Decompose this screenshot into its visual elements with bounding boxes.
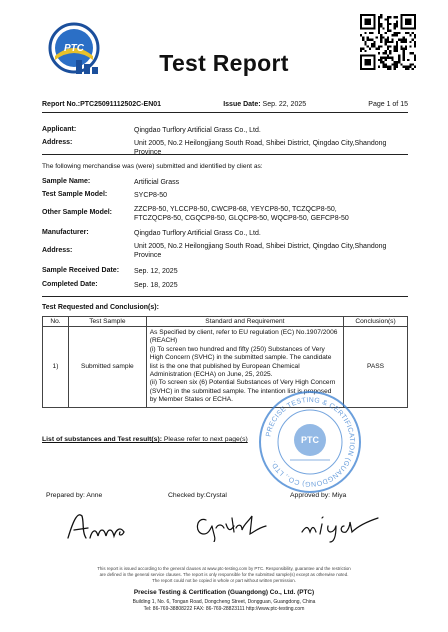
seal-ring-text: PRECISE TESTING & CERTIFICATION (GUANGDONG) CO., LTD. <box>265 396 356 488</box>
signature-miya <box>296 508 382 544</box>
cell-no: 1) <box>43 327 69 408</box>
footer-note-2: are defined in the general service clauses. The report is only responsible for the submitted sample(s) except as otherwise noted. <box>99 572 349 577</box>
cell-result: PASS <box>344 327 408 408</box>
manufacturer-value: Qingdao Turflory Artificial Grass Co., Ltd. <box>134 230 261 237</box>
logo-text: PTC <box>64 43 84 54</box>
report-meta-line <box>42 101 408 108</box>
divider <box>42 112 408 113</box>
sample-model-row <box>42 191 408 200</box>
list-title-text: List of substances and Test result(s): <box>42 436 162 443</box>
other-model-line-2: FTCZQCP8-50, CGQCP8-50, GLQCP8-50, WQCP8-50, GEFCP8-50 <box>134 215 349 222</box>
col-header-sample: Test Sample <box>68 317 146 327</box>
completed-date-row <box>42 281 408 290</box>
divider <box>42 154 408 155</box>
received-date-row <box>42 267 408 276</box>
signature-crystal <box>192 510 270 542</box>
other-model-value <box>134 205 408 223</box>
footer-note-1: This report is issued according to the general clauses at www.ptc-testing.com by PTC. Responsibility, guarantee and the restriction <box>97 566 351 571</box>
completed-date-label: Completed Date: <box>42 281 98 288</box>
cell-sample: Submitted sample <box>68 327 146 408</box>
applicant-value: Qingdao Turflory Artificial Grass Co., Ltd. <box>134 127 261 134</box>
issue-date: Sep. 22, 2025 <box>262 101 307 108</box>
other-model-line-1: ZZCP8-50, YLCCP8-50, CWCP8-68, YEYCP8-50, TCZQCP8-50, <box>134 206 337 213</box>
mfr-address-label: Address: <box>42 247 73 254</box>
seal-center-text: PTC <box>301 435 319 445</box>
list-title-rest: Please refer to next page(s) <box>161 436 248 443</box>
prepared-by: Prepared by: Anne <box>46 492 103 499</box>
mfr-address-value: Unit 2005, No.2 Heilongjiang South Road, Shibei District, Qingdao City,Shandong Province <box>134 243 387 259</box>
applicant-row <box>42 126 408 135</box>
applicant-label: Applicant: <box>42 126 77 133</box>
issue-date-label: Issue Date: <box>223 101 261 108</box>
substances-list-title <box>42 436 248 443</box>
conclusion-section-title: Test Requested and Conclusion(s): <box>42 304 159 311</box>
sample-name-value: Artificial Grass <box>134 179 180 186</box>
footer-address: Building 1, No. 6, Tongan Road, Dongcheng Street, Dongguan, Guangdong, China <box>132 599 316 605</box>
completed-date-value: Sep. 18, 2025 <box>134 282 178 289</box>
manufacturer-address-row <box>42 242 408 260</box>
other-model-row <box>42 205 408 223</box>
cell-requirement: As Specified by client, refer to EU regulation (EC) No.1907/2006 (REACH) (i) To screen two hundred and fifty (250) Substances of Very High Concern (SVHC) in the submitted sample. The candidate list is the one that published by European Chemical Administration (ECHA) on June, 25, 2025. (ii) To screen six (6) Potential Substances of Very High Concern (SVHC) in the submitted sample. The intention list is proposed by Member States or ECHA. <box>146 327 343 408</box>
received-date-value: Sep. 12, 2025 <box>134 268 178 275</box>
report-no-label: Report No.: <box>42 101 81 108</box>
intro-text: The following merchandise was (were) submitted and identified by client as: <box>42 163 263 170</box>
col-header-standard: Standard and Requirement <box>146 317 343 327</box>
checked-by: Checked by:Crystal <box>168 492 227 499</box>
report-no: PTC25091112502C-EN01 <box>80 101 162 108</box>
sample-name-label: Sample Name: <box>42 178 91 185</box>
footer-note-3: The report could not be copied in whole or part without written permission. <box>152 578 296 583</box>
col-header-conclusion: Conclusion(s) <box>344 317 408 327</box>
sample-model-label: Test Sample Model: <box>42 191 108 198</box>
col-header-no: No. <box>43 317 69 327</box>
page-title: Test Report <box>159 50 289 76</box>
sample-name-row <box>42 178 408 187</box>
table-header-row <box>43 317 408 327</box>
sample-model-value: SYCP8-50 <box>134 192 168 199</box>
official-seal <box>256 388 364 496</box>
other-model-label: Other Sample Model: <box>42 209 113 216</box>
footer-contact: Tel: 86-769-38808222 FAX: 86-769-28823111 http://www.ptc-testing.com <box>143 606 305 612</box>
footer-company: Precise Testing & Certification (Guangdong) Co., Ltd. (PTC) <box>133 589 315 596</box>
divider <box>42 296 408 297</box>
address-label: Address: <box>42 139 73 146</box>
page-number: Page 1 of 15 <box>368 101 408 108</box>
received-date-label: Sample Received Date: <box>42 267 120 274</box>
approved-by: Approved by: Miya <box>290 492 347 499</box>
manufacturer-label: Manufacturer: <box>42 229 89 236</box>
manufacturer-row <box>42 229 408 238</box>
signature-anne <box>64 508 136 544</box>
address-value: Unit 2005, No.2 Heilongjiang South Road, Shibei District, Qingdao City,Shandong Province <box>134 140 387 156</box>
